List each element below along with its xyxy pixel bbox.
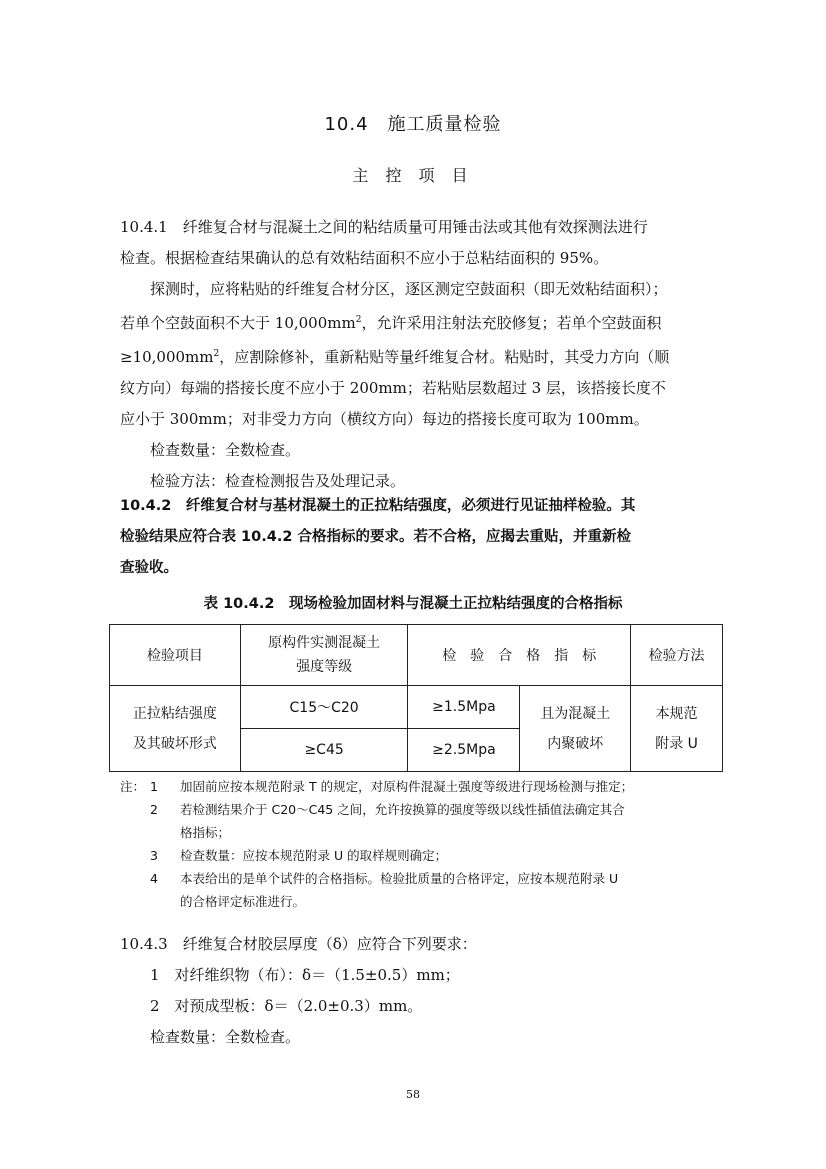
header-method: 检验方法 [631,625,723,686]
test-method [631,686,723,772]
note-item [150,867,720,913]
clause-10-4-2-line3: 查验收。 [120,560,178,576]
note-text: 加固前应按本规范附录 T 的规定，对原构件混凝土强度等级进行现场检测与推定； [180,779,634,794]
row-item [110,686,241,772]
method-line2: 附录 U [655,735,698,752]
superscript-2b: 2 [213,349,220,359]
clause-10-4-2 [120,491,710,584]
check-quantity-1: 检查数量：全数检查。 [150,441,301,459]
clause-10-4-3-item2: 2 对预成型板：δ＝（2.0±0.3）mm。 [150,997,423,1015]
note-item [150,798,720,844]
clause-10-4-2-line2: 检验结果应符合表 10.4.2 合格指标的要求。若不合格，应揭去重贴，并重新检 [120,529,631,545]
page-number: 58 [406,1088,420,1101]
qualification-table [109,624,723,772]
note-item [120,775,720,798]
notes-label: 注： [120,779,146,794]
table-row [110,686,723,729]
table-notes [120,775,720,913]
detection-line3b: ，应割除修补，重新粘贴等量纤维复合材。粘贴时，其受力方向（顺 [219,348,670,366]
failure-line1: 且为混凝土 [540,705,611,722]
row1-grade: C15～C20 [240,686,408,729]
clause-10-4-3 [120,929,710,1053]
row2-grade: ≥C45 [240,729,408,772]
note-text-cont: 格指标； [180,825,231,840]
section-title: 10.4 施工质量检验 [324,114,502,135]
note-number: 3 [150,848,158,863]
clause-10-4-1-line2: 检查。根据检查结果确认的总有效粘结面积不应小于总粘结面积的 95%。 [120,249,609,267]
clause-10-4-1 [120,212,710,274]
note-number: 1 [150,779,158,794]
header-criteria: 检 验 合 格 指 标 [408,625,631,686]
clause-10-4-3-item1: 1 对纤维织物（布）：δ＝（1.5±0.5）mm； [150,966,460,984]
inspection-method-1: 检验方法：检查检测报告及处理记录。 [150,472,406,490]
note-number: 4 [150,871,158,886]
note-text: 若检测结果介于 C20～C45 之间，允许按换算的强度等级以线性插值法确定其合 [180,802,625,817]
header-grade [240,625,408,686]
row-item-line1: 正拉粘结强度 [132,705,217,722]
header-grade-line1: 原构件实测混凝土 [268,635,381,651]
check-quantity-2: 检查数量：全数检查。 [150,1028,301,1046]
note-text: 检查数量：应按本规范附录 U 的取样规则确定； [180,848,448,863]
failure-line2: 内聚破坏 [547,735,604,752]
clause-10-4-1-line1: 10.4.1 纤维复合材与混凝土之间的粘结质量可用锤击法或其他有效探测法进行 [120,218,648,236]
clause-10-4-3-line1: 10.4.3 纤维复合材胶层厚度（δ）应符合下列要求： [120,935,477,953]
note-text: 本表给出的是单个试件的合格指标。检验批质量的合格评定，应按本规范附录 U [180,871,619,886]
detection-line5: 应小于 300mm；对非受力方向（横纹方向）每边的搭接长度可取为 100mm。 [120,410,649,428]
subsection-title: 主 控 项 目 [352,166,474,185]
row1-value: ≥1.5Mpa [408,686,520,729]
superscript-2: 2 [355,315,362,325]
note-item [150,844,720,867]
failure-mode [520,686,631,772]
detection-line2a: 若单个空鼓面积不大于 10,000mm [120,314,356,332]
detection-line2b: ，允许采用注射法充胶修复；若单个空鼓面积 [361,314,662,332]
header-item: 检验项目 [110,625,241,686]
detection-line3a: ≥10,000mm [120,348,214,366]
method-line1: 本规范 [655,705,698,722]
header-grade-line2: 强度等级 [296,659,353,675]
note-number: 2 [150,802,158,817]
detection-line4: 纹方向）每端的搭接长度不应小于 200mm；若粘贴层数超过 3 层，该搭接长度不 [120,379,666,397]
row-item-line2: 及其破坏形式 [132,735,217,752]
detection-paragraph [120,274,710,497]
note-text-cont: 的合格评定标准进行。 [180,894,306,909]
row2-value: ≥2.5Mpa [408,729,520,772]
clause-10-4-2-line1: 10.4.2 纤维复合材与基材混凝土的正拉粘结强度，必须进行见证抽样检验。其 [120,498,636,514]
table-header-row [110,625,723,686]
detection-line1: 探测时，应将粘贴的纤维复合材分区，逐区测定空鼓面积（即无效粘结面积）； [150,280,668,298]
table-caption: 表 10.4.2 现场检验加固材料与混凝土正拉粘结强度的合格指标 [203,596,623,612]
